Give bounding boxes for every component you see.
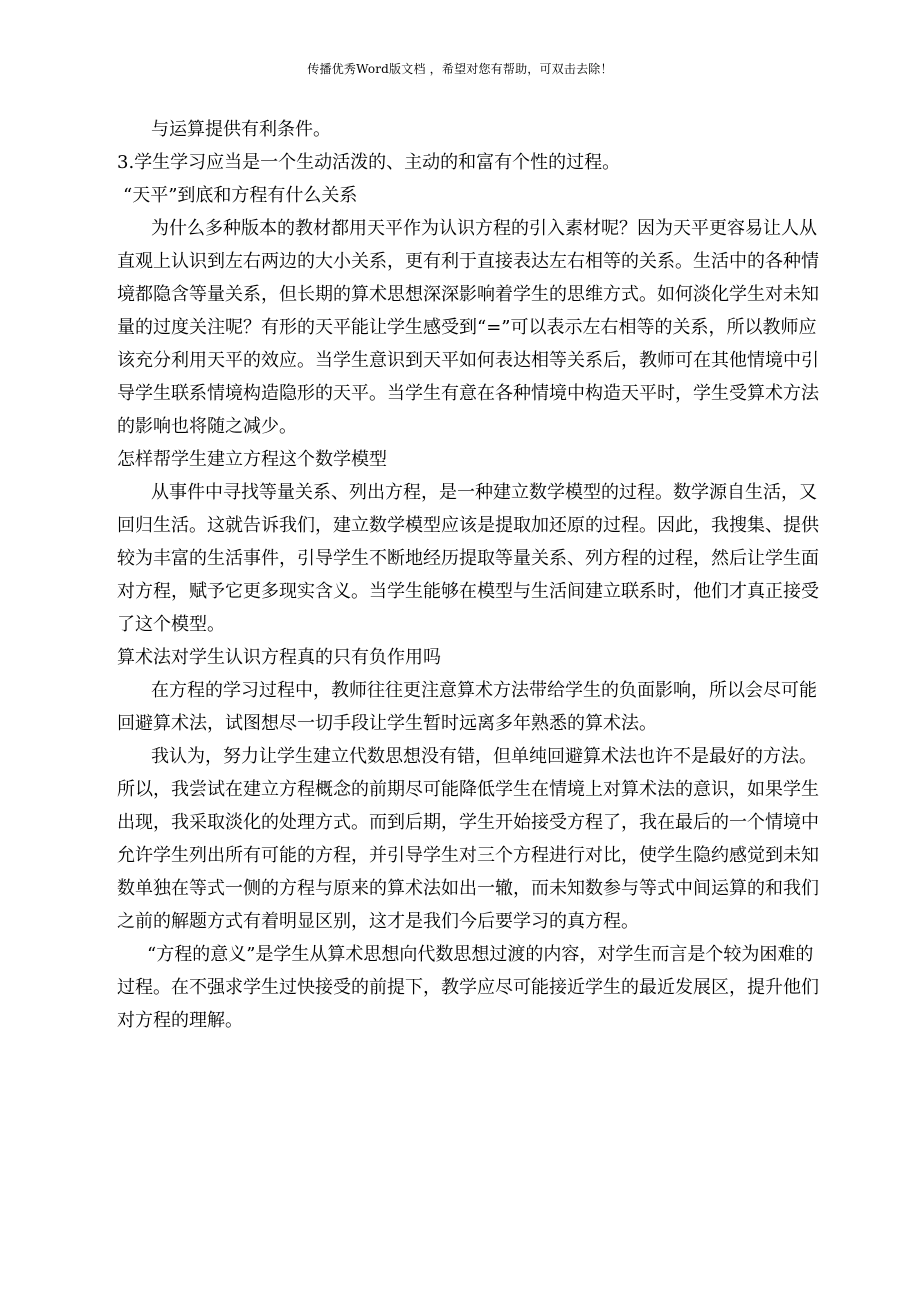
paragraph-4: 从事件中寻找等量关系、列出方程，是一种建立数学模型的过程。数学源自生活，又回归生活。这就告诉我们，建立数学模型应该是提取加还原的过程。因此，我搜集、提供较为丰富的生活事件，引导学生不断地经历提取等量关系、列方程的过程，然后让学生面对方程，赋予它更多现实含义。当学生能够在模型与生活间建立联系时，他们才真正接受了这个模型。: [117, 482, 819, 635]
paragraph-3: 为什么多种版本的教材都用天平作为认识方程的引入素材呢？因为天平更容易让人从直观上认识到左右两边的大小关系，更有利于直接表达左右相等的关系。生活中的各种情境都隐含等量关系，但长期的算术思想深深影响着学生的思维方式。如何淡化学生对未知量的过度关注呢？有形的天平能让学生感受到“=”可以表示左右相等的关系，所以教师应该充分利用天平的效应。当学生意识到天平如何表达相等关系后，教师可在其他情境中引导学生联系情境构造隐形的天平。当学生有意在各种情境中构造天平时，学生受算术方法的影响也将随之减少。: [117, 218, 819, 437]
section-heading-2: 怎样帮学生建立方程这个数学模型: [117, 449, 387, 470]
paragraph-7: “方程的意义”是学生从算术思想向代数思想过渡的内容，对学生而言是个较为困难的过程。在不强求学生过快接受的前提下，教学应尽可能接近学生的最近发展区，提升他们对方程的理解。: [117, 944, 819, 1031]
page-header: 传播优秀Word版文档 ，希望对您有帮助，可双击去除！: [307, 62, 613, 76]
paragraph-5: 在方程的学习过程中，教师往往更注意算术方法带给学生的负面影响，所以会尽可能回避算术法，试图想尽一切手段让学生暂时远离多年熟悉的算术法。: [117, 680, 817, 734]
section-heading-1: “天平”到底和方程有什么关系: [123, 185, 358, 206]
paragraph-2: 3.学生学习应当是一个生动活泼的、主动的和富有个性的过程。: [117, 152, 621, 173]
section-heading-3: 算术法对学生认识方程真的只有负作用吗: [117, 647, 441, 668]
paragraph-6: 我认为，努力让学生建立代数思想没有错，但单纯回避算术法也许不是最好的方法。所以，我尝试在建立方程概念的前期尽可能降低学生在情境上对算术法的意识，如果学生出现，我采取淡化的处理方式。而到后期，学生开始接受方程了，我在最后的一个情境中允许学生列出所有可能的方程，并引导学生对三个方程进行对比，使学生隐约感觉到未知数单独在等式一侧的方程与原来的算术法如出一辙，而未知数参与等式中间运算的和我们之前的解题方式有着明显区别，这才是我们今后要学习的真方程。: [117, 746, 819, 932]
paragraph-1: 与运算提供有利条件。: [151, 119, 331, 140]
document-body: [117, 113, 824, 1037]
